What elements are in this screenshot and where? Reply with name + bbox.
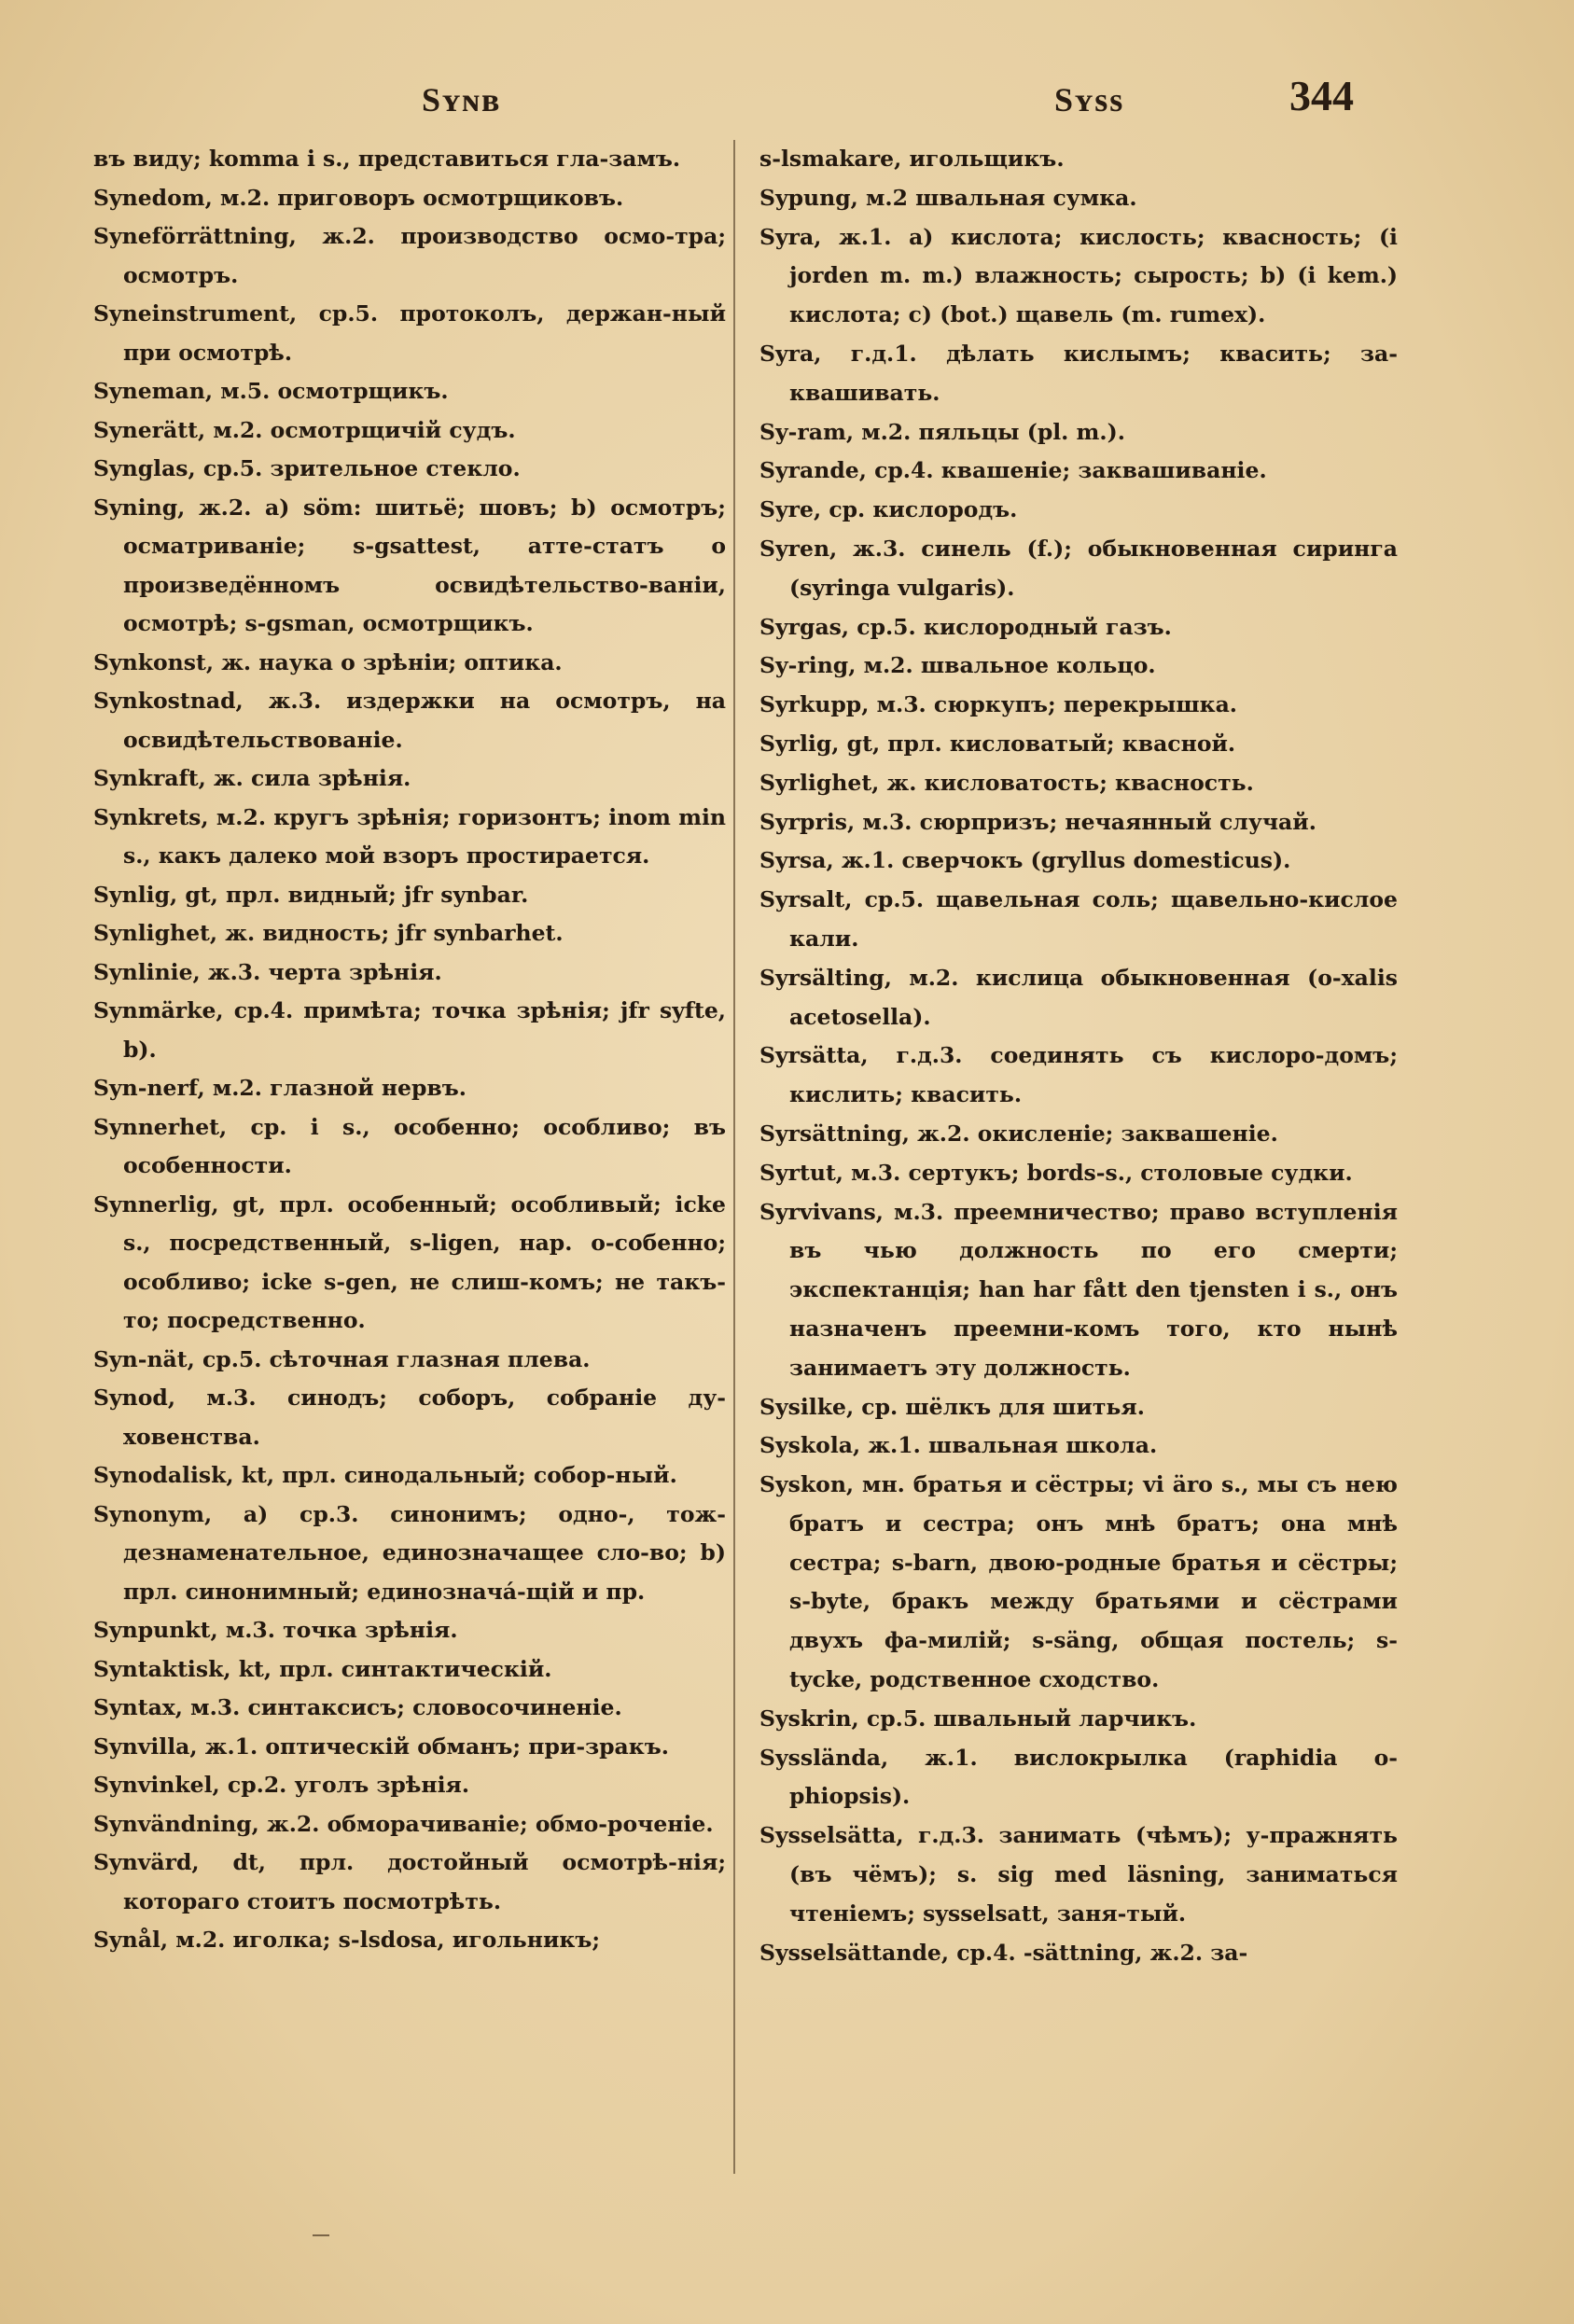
dictionary-entry: Synkostnad, ж.3. издержки на осмотръ, на освидѣтельствованіе. bbox=[93, 688, 726, 753]
dictionary-entry: Syneman, м.5. осмотрщикъ. bbox=[93, 378, 449, 404]
dictionary-entry: Sysselsättande, ср.4. -sättning, ж.2. за- bbox=[759, 1939, 1248, 1966]
running-head-left: Sʏɴʙ bbox=[422, 81, 502, 118]
running-head-right: Sʏss bbox=[1054, 81, 1125, 118]
dictionary-entry: Syra, г.д.1. дѣлать кислымъ; квасить; за-квашивать. bbox=[759, 340, 1398, 406]
dictionary-entry: Syneinstrument, ср.5. протоколъ, держан-ный при осмотрѣ. bbox=[93, 300, 726, 366]
dictionary-entry: Syskrin, ср.5. швальный ларчикъ. bbox=[759, 1705, 1197, 1732]
dictionary-entry: Synglas, ср.5. зрительное стекло. bbox=[93, 455, 521, 481]
dictionary-entry: Syning, ж.2. a) söm: шитьё; шовъ; b) осмотръ; осматриваніе; s-gsattest, атте-статъ о произведённомъ освидѣтельство-ваніи, осмотрѣ; s-gsman, осмотрщикъ. bbox=[93, 494, 726, 636]
page-mark bbox=[313, 2234, 329, 2236]
columns bbox=[93, 140, 1418, 2174]
dictionary-entry: Syrsa, ж.1. сверчокъ (gryllus domesticus). bbox=[759, 847, 1291, 874]
dictionary-entry: Sypung, м.2 швальная сумка. bbox=[759, 184, 1137, 211]
dictionary-entry: Syneförrättning, ж.2. производство осмо-тра; осмотръ. bbox=[93, 223, 726, 288]
dictionary-entry: Syrpris, м.3. сюрпризъ; нечаянный случай. bbox=[759, 808, 1316, 835]
dictionary-entry: Synål, м.2. иголка; s-lsdosa, игольникъ; bbox=[93, 1927, 601, 1953]
dictionary-entry: Synkonst, ж. наука о зрѣніи; оптика. bbox=[93, 648, 563, 675]
dictionary-entry: Syrtut, м.3. сертукъ; bords-s., столовые судки. bbox=[759, 1159, 1353, 1186]
dictionary-entry: Synpunkt, м.3. точка зрѣнія. bbox=[93, 1617, 458, 1643]
dictionary-entry: Synkrets, м.2. кругъ зрѣнія; горизонтъ; inom min s., какъ далеко мой взоръ простирается. bbox=[93, 803, 726, 869]
right-column bbox=[756, 140, 1398, 2174]
dictionary-entry: Synvinkel, ср.2. уголъ зрѣнія. bbox=[93, 1772, 470, 1798]
dictionary-entry: Synvärd, dt, прл. достойный осмотрѣ-нія; котораго стоитъ посмотрѣть. bbox=[93, 1849, 726, 1914]
dictionary-entry: Syrlig, gt, прл. кисловатый; квасной. bbox=[759, 730, 1236, 757]
dictionary-entry: Sysslända, ж.1. вислокрылка (raphidia o-phiopsis). bbox=[759, 1744, 1398, 1810]
dictionary-entry: Synkraft, ж. сила зрѣнія. bbox=[93, 765, 411, 791]
dictionary-entry: Syntaktisk, kt, прл. синтактическій. bbox=[93, 1655, 552, 1682]
dictionary-entry: Syntax, м.3. синтаксисъ; словосочиненіе. bbox=[93, 1694, 622, 1720]
dictionary-entry: Syre, ср. кислородъ. bbox=[759, 496, 1018, 523]
dictionary-entry: Syskon, мн. братья и сёстры; vi äro s., мы съ нею братъ и сестра; онъ мнѣ братъ; она мнѣ сестра; s-barn, двою-родные братья и сёстры; s-byte, бракъ между братьями и сёстрами двухъ фа-милій; s-säng, общая постель; s-tycke, родственное сходство. bbox=[759, 1471, 1398, 1693]
dictionary-entry: Syrsälting, м.2. кислица обыкновенная (o-xalis acetosella). bbox=[759, 964, 1398, 1030]
dictionary-entry: Sysilke, ср. шёлкъ для шитья. bbox=[759, 1393, 1145, 1420]
dictionary-entry: Synvändning, ж.2. обморачиваніе; обмо-роченіе. bbox=[93, 1810, 714, 1837]
dictionary-entry: Syn-nät, ср.5. сѣточная глазная плева. bbox=[93, 1345, 591, 1372]
dictionary-entry: Syrsalt, ср.5. щавельная соль; щавельно-кислое кали. bbox=[759, 886, 1398, 952]
dictionary-entry: Synodalisk, kt, прл. синодальный; собор-ный. bbox=[93, 1462, 677, 1488]
dictionary-entry: Synvilla, ж.1. оптическій обманъ; при-зракъ. bbox=[93, 1733, 669, 1760]
dictionary-entry: Syskola, ж.1. швальная школа. bbox=[759, 1432, 1158, 1459]
dictionary-entry: Synerätt, м.2. осмотрщичій судъ. bbox=[93, 416, 516, 443]
page-number: 344 bbox=[1289, 72, 1354, 119]
dictionary-entry: Syn-nerf, м.2. глазной нервъ. bbox=[93, 1075, 467, 1101]
dictionary-entry: Syrgas, ср.5. кислородный газъ. bbox=[759, 613, 1172, 640]
dictionary-entry: Syrlighet, ж. кисловатость; квасность. bbox=[759, 769, 1254, 796]
dictionary-entry: Synod, м.3. синодъ; соборъ, собраніе ду-ховенства. bbox=[93, 1385, 726, 1450]
dictionary-entry: Syrsätta, г.д.3. соединять съ кислоро-домъ; кислить; квасить. bbox=[759, 1042, 1398, 1108]
dictionary-entry: Synnerlig, gt, прл. особенный; особливый; icke s., посредственный, s-ligen, нар. о-собенно; особливо; icke s-gen, не слиш-комъ; не такъ-то; посредственно. bbox=[93, 1190, 726, 1333]
dictionary-entry: Syrkupp, м.3. сюркупъ; перекрышка. bbox=[759, 691, 1237, 718]
dictionary-entry: Syren, ж.3. синель (f.); обыкновенная сиринга (syringa vulgaris). bbox=[759, 535, 1398, 601]
dictionary-entry: Sy-ring, м.2. швальное кольцо. bbox=[759, 652, 1156, 679]
dictionary-entry: Synonym, a) ср.3. синонимъ; одно-, тож-дезнаменательное, единозначащее сло-во; b) прл. синонимный; единозначá-щій и пр. bbox=[93, 1500, 726, 1605]
dictionary-entry: Synlig, gt, прл. видный; jfr synbar. bbox=[93, 881, 529, 908]
dictionary-entry: Sysselsätta, г.д.3. занимать (чѣмъ); у-пражнять (въ чёмъ); s. sig med läsning, заниматься чтеніемъ; sysselsatt, заня-тый. bbox=[759, 1822, 1398, 1927]
left-column bbox=[93, 140, 735, 2174]
dictionary-entry: Sy-ram, м.2. пяльцы (pl. m.). bbox=[759, 418, 1125, 445]
dictionary-entry: Syra, ж.1. a) кислота; кислость; квасность; (i jorden m. m.) влажность; сырость; b) (i kem.) кислота; c) (bot.) щавель (m. rumex). bbox=[759, 223, 1398, 328]
dictionary-entry: Synlighet, ж. видность; jfr synbarhet. bbox=[93, 920, 564, 946]
dictionary-entry: Synlinie, ж.3. черта зрѣнія. bbox=[93, 958, 442, 985]
dictionary-entry: Syrsättning, ж.2. окисленіе; заквашеніе. bbox=[759, 1120, 1278, 1147]
dictionary-entry: s-lsmakare, игольщикъ. bbox=[759, 146, 1065, 172]
dictionary-entry: Synnerhet, ср. i s., особенно; особливо; въ особенности. bbox=[93, 1113, 726, 1178]
dictionary-entry: Syrvivans, м.3. преемничество; право вступленія въ чью должность по его смерти; экспектанція; han har fått den tjensten i s., онъ назначенъ преемни-комъ того, кто нынѣ занимаетъ эту должность. bbox=[759, 1198, 1398, 1381]
page-header bbox=[0, 65, 1574, 131]
dictionary-entry: Synedom, м.2. приговоръ осмотрщиковъ. bbox=[93, 184, 624, 211]
dictionary-entry: Synmärke, ср.4. примѣта; точка зрѣнія; jfr syfte, b). bbox=[93, 997, 726, 1063]
dictionary-entry: Syrande, ср.4. квашеніе; заквашиваніе. bbox=[759, 457, 1267, 484]
dictionary-entry: въ виду; komma i s., представиться гла-замъ. bbox=[93, 146, 681, 172]
